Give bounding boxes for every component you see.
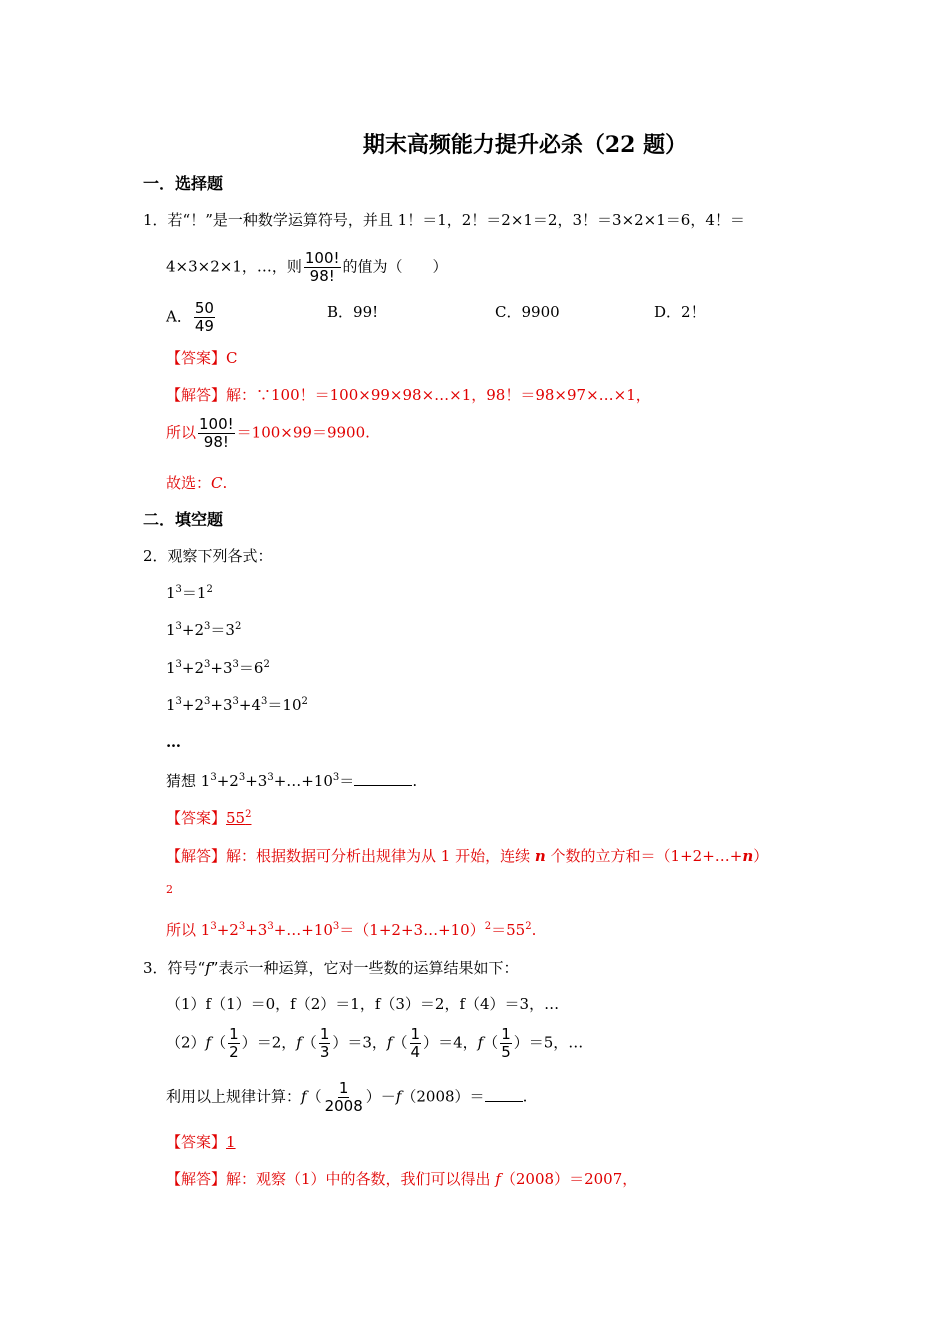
calc-text: －: [380, 1087, 396, 1106]
answer-base: 55: [226, 809, 246, 827]
q2-equation-1: $1^3=1^2$: [166, 584, 213, 602]
answer-label: 【答案】: [166, 809, 227, 827]
answer-blank: [485, 1087, 523, 1102]
rule-text: ＝4，: [438, 1033, 478, 1052]
variable-n: n: [534, 847, 546, 865]
solution-text: （2008）＝2007，: [500, 1170, 638, 1188]
q2-solution-line1: [166, 846, 768, 866]
solution-choice: C: [211, 474, 223, 492]
fraction-numerator: 50: [194, 299, 214, 317]
calc-text: 利用以上规律计算：: [166, 1087, 302, 1106]
q1-option-b: B．99!: [327, 303, 379, 321]
solution-text: 【解答】解：根据数据可分析出规律为从 1 开始，连续: [166, 847, 535, 865]
q1-stem-pre: 4×3×2×1，…，则: [166, 257, 302, 276]
rule-text: ＝2，: [256, 1033, 297, 1052]
q2-equation-3: $1^3+2^3+3^3=6^2$: [166, 659, 270, 677]
solution-text: 所以: [166, 423, 197, 442]
q1-option-c: C．9900: [495, 303, 560, 321]
symbol-f: f: [477, 1033, 484, 1052]
q3-calc: 利用以上规律计算：f（ $\frac{1}{2008}$ ）－f（2008）＝ .: [166, 1079, 528, 1115]
fraction-denominator: 2: [229, 1043, 239, 1061]
fraction-numerator: 1: [338, 1079, 349, 1097]
q1-solution-line1: 【解答】解：∵100！＝100×99×98×…×1，98！＝98×97×…×1，: [166, 386, 651, 404]
q3-solution-line1: [166, 1169, 637, 1189]
q1-fraction: [304, 250, 341, 285]
q2-guess: 猜想 $1^3+2^3+3^3+\dots+10^3=$ .: [166, 772, 418, 790]
fraction-fifth: [500, 1026, 512, 1061]
symbol-f: f: [205, 959, 211, 977]
fraction-numerator: 1: [410, 1025, 421, 1043]
q2-stem: 2．观察下列各式：: [143, 547, 273, 565]
q1-solution-fraction: [198, 416, 235, 451]
symbol-f: f: [301, 1087, 307, 1106]
section-heading-fill: 二．填空题: [143, 510, 224, 529]
q2-solution-line2: 所以 $1^3+2^3+3^3+\dots+10^3=(1+2+3\dots+10)^2=55^2$.: [166, 921, 537, 939]
solution-text: ）: [753, 847, 769, 865]
answer-label: 【答案】: [166, 1133, 227, 1151]
q1-stem-post: 的值为（ ）: [342, 257, 448, 276]
fraction-numerator: 100!: [304, 249, 340, 267]
symbol-f: f: [386, 1033, 393, 1052]
q1-stem-line2: [166, 250, 448, 285]
q3-stem: [143, 958, 518, 978]
solution-text: 个数的立方和＝（1+2+…+: [545, 847, 743, 865]
option-label: A．: [166, 307, 192, 326]
q3-rule-1: （1）f（1）＝0，f（2）＝1，f（3）＝2，f（4）＝3，…: [166, 995, 560, 1013]
fraction-quarter: [410, 1026, 422, 1061]
option-a-fraction: [194, 300, 215, 335]
symbol-f: f: [395, 1087, 402, 1106]
q2-equation-4: $1^3+2^3+3^3+4^3=10^2$: [166, 696, 308, 714]
stem-text: ”表示一种运算，它对一些数的运算结果如下：: [210, 959, 519, 977]
q1-option-d: D．2！: [654, 303, 706, 321]
fraction-denominator: 4: [410, 1043, 421, 1061]
calc-text: （2008）＝: [401, 1087, 485, 1106]
stem-text: 3．符号“: [143, 959, 206, 977]
guess-text: ＝: [339, 772, 355, 790]
fraction-denominator: 3: [319, 1043, 330, 1061]
section-heading-choice: 一．选择题: [143, 174, 224, 193]
fraction-denominator: 49: [194, 317, 214, 335]
variable-n: n: [742, 847, 754, 865]
fraction-denominator: 5: [501, 1043, 511, 1061]
rule-label: （2）: [166, 1033, 206, 1052]
q1-answer: 【答案】C: [166, 349, 238, 367]
fraction-denominator: 2008: [324, 1097, 363, 1115]
fraction-half: [228, 1026, 240, 1061]
fraction-numerator: 1: [319, 1025, 330, 1043]
symbol-f: f: [296, 1033, 302, 1052]
solution-text: ＝100×99＝9900.: [236, 423, 370, 442]
answer-blank: [354, 771, 412, 786]
q3-rule-2: （2）f（ $\frac{1}{2}$ ）＝2，f（ $\frac{1}{3}$ ）＝3，f（ $\frac{1}{4}$ ）＝4，f（ $\frac{1}{5}$ ）＝5，…: [166, 1025, 584, 1061]
q2-answer: [166, 808, 251, 828]
solution-text: 故选：: [166, 474, 212, 492]
solution-text: 【解答】解：观察（1）中的各数，我们可以得出: [166, 1170, 496, 1188]
rule-text: ＝3，: [347, 1033, 387, 1052]
symbol-f: f: [205, 1033, 212, 1052]
answer-value: [226, 809, 251, 827]
answer-exponent: 2: [245, 809, 252, 820]
fraction-numerator: 100!: [199, 415, 234, 433]
q1-solution-line3: [166, 473, 227, 493]
fraction-third: [319, 1026, 331, 1061]
answer-value: 1: [226, 1133, 236, 1151]
guess-text: 猜想 1: [166, 772, 211, 790]
fraction-denominator: 98!: [309, 267, 335, 285]
q1-option-a: [166, 300, 217, 335]
q2-ellipsis: …: [166, 733, 181, 751]
solution-text: .: [222, 474, 228, 492]
fraction-numerator: 1: [501, 1025, 511, 1043]
q2-solution-exponent: 2: [166, 883, 173, 896]
page-title: 期末高频能力提升必杀（22 题）: [362, 132, 688, 158]
fraction-numerator: 1: [229, 1025, 239, 1043]
q3-answer: [166, 1132, 236, 1152]
q1-stem-line1: 1．若“！”是一种数学运算符号，并且 1！＝1，2！＝2×1＝2，3！＝3×2×1＝6，4！＝: [143, 211, 745, 229]
q2-equation-2: $1^3+2^3=3^2$: [166, 621, 242, 639]
fraction-1-over-2008: [324, 1080, 364, 1115]
symbol-f: f: [495, 1170, 501, 1188]
rule-text: ＝5，…: [528, 1033, 584, 1052]
fraction-denominator: 98!: [203, 433, 229, 451]
q1-solution-line2: [166, 416, 370, 451]
